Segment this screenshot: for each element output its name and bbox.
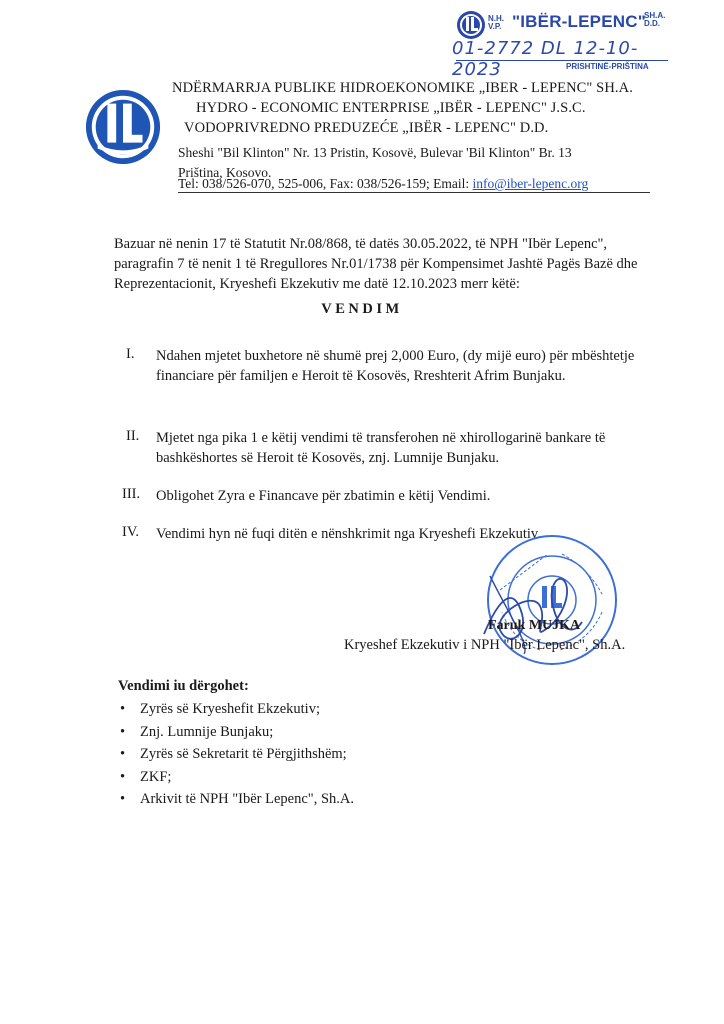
stamp-divider bbox=[456, 60, 668, 61]
list-item bbox=[118, 766, 354, 789]
bullet: • bbox=[120, 701, 126, 717]
item-number: III. bbox=[122, 486, 141, 502]
email-link[interactable]: info@iber-lepenc.org bbox=[472, 176, 589, 191]
contact-details: Tel: 038/526-070, 525-006, Fax: 038/526-159; Email: bbox=[178, 176, 473, 191]
distribution-title: Vendimi iu dërgohet: bbox=[118, 678, 249, 694]
decision-item: Obligohet Zyra e Financave për zbatimin e këtij Vendimi. bbox=[156, 488, 491, 504]
list-item bbox=[118, 743, 354, 766]
header-line-english: HYDRO - ECONOMIC ENTERPRISE „IBËR - LEPENC" J.S.C. bbox=[196, 100, 586, 116]
stamp-company-suffix: SH.A. D.D. bbox=[644, 11, 666, 28]
list-item bbox=[118, 721, 354, 744]
item-number: II. bbox=[126, 428, 140, 444]
recipient: ZKF; bbox=[140, 768, 172, 785]
recipient: Zyrës së Sekretarit të Përgjithshëm; bbox=[140, 746, 347, 762]
recipient: Zyrës së Kryeshefit Ekzekutiv; bbox=[140, 701, 320, 717]
decision-item: Ndahen mjetet buxhetore në shumë prej 2,000 Euro, (dy mijë euro) për mbështetje financiare për familjen e Heroit të Kosovës, Rreshterit Afrim Bunjaku. bbox=[156, 348, 635, 384]
bullet: • bbox=[120, 723, 126, 740]
stamp-company-type: N.H. V.P. bbox=[488, 14, 504, 31]
preamble: Bazuar në nenin 17 të Statutit Nr.08/868, të datës 30.05.2022, të NPH "Ibër Lepenc", paragrafin 7 të nenit 1 të Rregullores Nr.01/1738 për Kompensimet Jashtë Pagës Bazë dhe Reprezentacionit, Kryeshefi Ekzekutiv me datë 12.10.2023 merr këtë: bbox=[114, 236, 638, 292]
recipient: Znj. Lumnije Bunjaku; bbox=[140, 723, 274, 740]
bullet: • bbox=[120, 791, 126, 807]
bullet: • bbox=[120, 768, 126, 785]
document-title: VENDIM bbox=[321, 301, 403, 317]
contact-line bbox=[178, 174, 588, 194]
header-line-albanian: NDËRMARRJA PUBLIKE HIDROEKONOMIKE „IBER - LEPENC" SH.A. bbox=[172, 80, 633, 96]
address-line-1: Sheshi "Bil Klinton" Nr. 13 Pristin, Kosovë, Bulevar 'Bil Klinton" Br. 13 bbox=[178, 145, 572, 160]
signatory-title: Kryeshef Ekzekutiv i NPH "Ibër Lepenc", Sh.A. bbox=[344, 637, 626, 653]
item-number: I. bbox=[126, 346, 135, 362]
bullet: • bbox=[120, 746, 126, 762]
registry-stamp bbox=[448, 6, 684, 80]
company-logo-small-icon bbox=[456, 10, 486, 40]
header-divider bbox=[178, 192, 650, 193]
item-number: IV. bbox=[122, 524, 140, 540]
distribution-list bbox=[118, 698, 354, 811]
list-item bbox=[118, 698, 354, 721]
decision-item: Vendimi hyn në fuqi ditën e nënshkrimit nga Kryeshefi Ekzekutiv. bbox=[156, 526, 541, 542]
decision-item: Mjetet nga pika 1 e këtij vendimi të transferohen në xhirollogarinë bankare të bashkëshortes së Heroit të Kosovës, znj. Lumnije Bunjaku. bbox=[156, 430, 606, 466]
protocol-number-handwritten: 01-2772 DL 12-10-2023 bbox=[452, 38, 639, 80]
stamp-company-name: "IBËR-LEPENC" bbox=[512, 12, 646, 31]
list-item bbox=[118, 788, 354, 811]
stamp-city: PRISHTINË-PRIŠTINA bbox=[566, 62, 649, 71]
header-line-serbian: VODOPRIVREDNO PREDUZEĆE „IBËR - LEPENC" D.D. bbox=[184, 120, 549, 136]
signatory-name: Faruk MUJKA bbox=[488, 618, 581, 633]
recipient: Arkivit të NPH "Ibër Lepenc", Sh.A. bbox=[140, 791, 354, 807]
company-logo-icon bbox=[84, 88, 162, 166]
address-line-2: Priština, Kosovo. bbox=[178, 165, 272, 180]
